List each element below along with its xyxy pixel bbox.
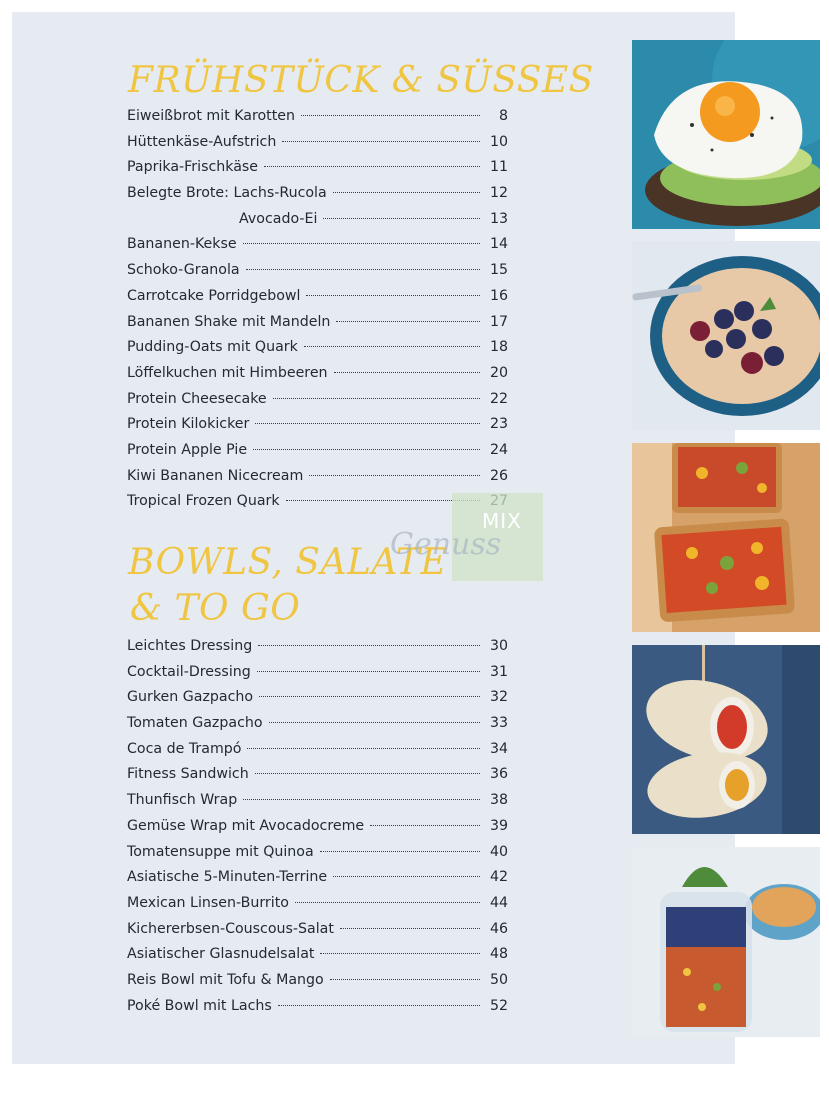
dot-leader [255, 423, 480, 424]
toc-entry[interactable] [127, 387, 508, 413]
toc-entry-page: 32 [489, 689, 508, 706]
toc-entry[interactable] [127, 634, 508, 660]
toc-entry-page: 11 [489, 159, 508, 176]
toc-entry-page: 46 [489, 920, 508, 937]
toc-entry-page: 24 [489, 441, 508, 458]
toc-entry-title: Avocado-Ei [239, 210, 318, 227]
toc-entry-title: Kichererbsen-Couscous-Salat [127, 920, 334, 937]
toc-entry-title: Eiweißbrot mit Karotten [127, 108, 296, 124]
dot-leader [309, 475, 480, 476]
toc-entry-title: Gemüse Wrap mit Avocadocreme [127, 817, 365, 834]
toc-entry-page: 38 [489, 792, 508, 809]
toc-entry[interactable] [127, 155, 508, 181]
toc-entry-title: Coca de Trampó [127, 740, 242, 757]
toc-entry[interactable] [127, 891, 508, 917]
toc-entry-page: 12 [489, 185, 508, 202]
toc-entry[interactable] [127, 412, 508, 438]
toc-entry-page: 17 [489, 313, 508, 330]
toc-entry-page: 40 [489, 843, 508, 860]
wrap-sandwich-photo [632, 645, 820, 834]
toc-entry-page: 13 [489, 210, 508, 227]
dot-leader [246, 269, 480, 270]
toc-entry[interactable] [127, 762, 508, 788]
toc-entry-page: 33 [489, 715, 508, 732]
toc-entry[interactable] [127, 104, 508, 130]
dot-leader [330, 979, 480, 980]
berry-bowl-photo [632, 241, 820, 430]
toc-entry-title: Tomatensuppe mit Quinoa [127, 843, 314, 860]
toc-entry-title: Pudding-Oats mit Quark [127, 339, 298, 356]
toc-entry-page: 18 [489, 339, 508, 356]
dot-leader [333, 192, 480, 193]
toc-entry[interactable] [127, 310, 508, 336]
section-heading-line: BOWLS, SALATE [128, 542, 448, 583]
vegetable-flatbread-photo [632, 443, 820, 632]
toc-entry-title: Tropical Frozen Quark [127, 493, 280, 510]
toc-entry-page: 52 [489, 997, 508, 1014]
toc-entry-page: 31 [489, 663, 508, 680]
toc-entry-page: 14 [489, 236, 508, 253]
toc-list-bowls [127, 634, 508, 1019]
toc-entry[interactable] [127, 994, 508, 1020]
dot-leader [320, 953, 480, 954]
toc-entry-title: Belegte Brote: Lachs-Rucola [127, 185, 327, 202]
toc-entry-title: Carrotcake Porridgebowl [127, 287, 301, 304]
toc-entry[interactable] [127, 917, 508, 943]
dot-leader [247, 748, 480, 749]
dot-leader [278, 1005, 480, 1006]
toc-entry-title: Thunfisch Wrap [127, 792, 238, 809]
toc-entry-title: Kiwi Bananen Nicecream [127, 467, 304, 484]
toc-entry-title: Bananen-Kekse [127, 236, 237, 253]
toc-entry-title: Protein Cheesecake [127, 390, 267, 407]
toc-entry-title: Asiatischer Glasnudelsalat [127, 946, 315, 963]
dot-leader [243, 799, 480, 800]
toc-entry-title: Poké Bowl mit Lachs [127, 997, 272, 1014]
dot-leader [340, 928, 480, 929]
dot-leader [370, 825, 480, 826]
dot-leader [320, 851, 480, 852]
dot-leader [295, 902, 480, 903]
dot-leader [259, 696, 480, 697]
dot-leader [255, 773, 480, 774]
toc-entry[interactable] [127, 865, 508, 891]
dot-leader [333, 876, 480, 877]
toc-entry-title: Reis Bowl mit Tofu & Mango [127, 971, 324, 988]
toc-entry-page: 16 [489, 287, 508, 304]
toc-entry-title: Cocktail-Dressing [127, 663, 251, 680]
section-heading-line: & TO GO [130, 588, 301, 629]
toc-entry-title: Paprika-Frischkäse [127, 159, 259, 176]
toc-entry[interactable] [127, 660, 508, 686]
toc-entry[interactable] [127, 737, 508, 763]
toc-entry-title: Löffelkuchen mit Himbeeren [127, 364, 328, 381]
dot-leader [269, 722, 480, 723]
toc-entry[interactable] [127, 130, 508, 156]
toc-entry[interactable] [127, 284, 508, 310]
watermark-text: MIX [482, 509, 522, 533]
toc-entry-title: Tomaten Gazpacho [127, 715, 263, 732]
dot-leader [243, 243, 480, 244]
toc-entry-page: 23 [489, 416, 508, 433]
toc-entry-title: Asiatische 5-Minuten-Terrine [127, 869, 328, 886]
toc-entry-title: Gurken Gazpacho [127, 689, 254, 706]
toc-entry[interactable] [127, 942, 508, 968]
toc-entry-title: Bananen Shake mit Mandeln [127, 313, 331, 330]
toc-entry[interactable] [127, 438, 508, 464]
toc-entry-page: 30 [489, 638, 508, 654]
toc-entry[interactable] [127, 840, 508, 866]
toc-entry-page: 22 [489, 390, 508, 407]
dot-leader [258, 645, 480, 646]
toc-entry[interactable] [127, 361, 508, 387]
toc-entry[interactable] [127, 232, 508, 258]
dot-leader [323, 218, 480, 219]
dot-leader [273, 398, 480, 399]
toc-entry-page: 15 [489, 262, 508, 279]
jar-salad-photo [632, 847, 820, 1037]
toc-entry[interactable] [127, 788, 508, 814]
toc-entry[interactable] [127, 181, 508, 207]
dot-leader [282, 141, 480, 142]
toc-entry-page: 48 [489, 946, 508, 963]
dot-leader [336, 321, 480, 322]
toc-entry[interactable] [127, 464, 508, 490]
watermark [390, 493, 543, 581]
toc-entry[interactable] [127, 968, 508, 994]
dot-leader [301, 115, 480, 116]
dot-leader [257, 671, 480, 672]
toc-entry[interactable] [127, 258, 508, 284]
toc-entry-title: Fitness Sandwich [127, 766, 249, 783]
toc-entry-page: 36 [489, 766, 508, 783]
fried-egg-avocado-toast-photo [632, 40, 820, 229]
toc-entry-title: Protein Apple Pie [127, 441, 248, 458]
toc-entry[interactable] [127, 711, 508, 737]
watermark-script: Genuss [390, 527, 502, 562]
toc-entry-page: 20 [489, 364, 508, 381]
toc-entry-title: Hüttenkäse-Aufstrich [127, 133, 277, 150]
toc-entry-title: Mexican Linsen-Burrito [127, 894, 289, 911]
toc-entry-page: 26 [489, 467, 508, 484]
toc-entry-page: 50 [489, 971, 508, 988]
toc-entry-page: 39 [489, 817, 508, 834]
dot-leader [253, 449, 480, 450]
toc-entry-title: Leichtes Dressing [127, 638, 253, 654]
toc-entry-page: 34 [489, 740, 508, 757]
toc-entry-page: 44 [489, 894, 508, 911]
toc-entry[interactable] [127, 335, 508, 361]
toc-entry-page: 10 [489, 133, 508, 150]
toc-entry[interactable] [127, 207, 508, 233]
dot-leader [306, 295, 480, 296]
dot-leader [264, 166, 480, 167]
toc-entry[interactable] [127, 814, 508, 840]
dot-leader [304, 346, 480, 347]
toc-entry[interactable] [127, 685, 508, 711]
toc-entry-title: Protein Kilokicker [127, 416, 250, 433]
dot-leader [334, 372, 480, 373]
toc-entry-page: 8 [498, 108, 508, 124]
toc-entry-title: Schoko-Granola [127, 262, 240, 279]
section-heading-fruehstueck: FRÜHSTÜCK & SÜSSES [128, 60, 594, 101]
toc-list-fruehstueck [127, 104, 508, 515]
toc-entry-page: 42 [489, 869, 508, 886]
